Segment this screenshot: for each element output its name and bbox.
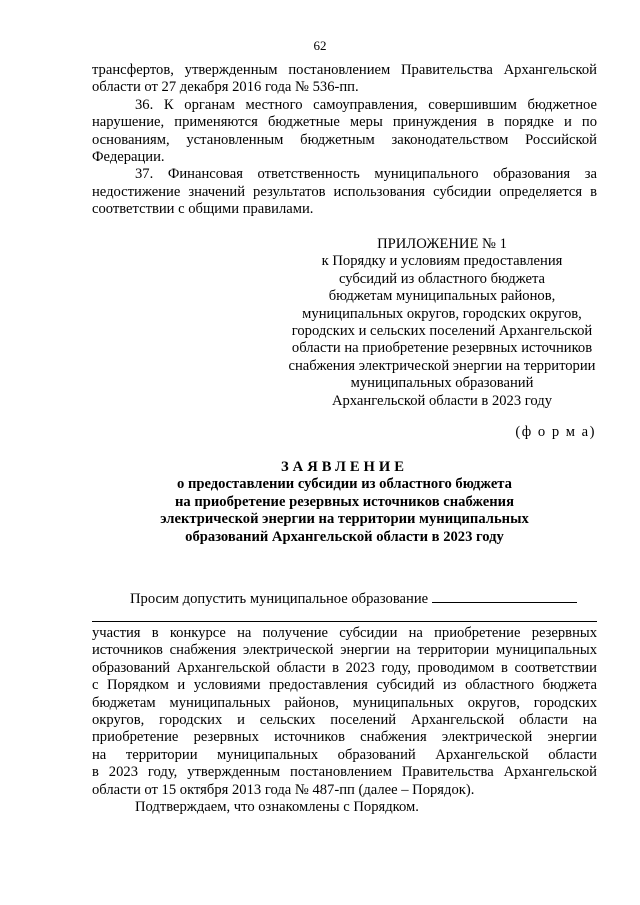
appendix-line: городских и сельских поселений Архангельской: [291, 323, 593, 340]
confirm-paragraph: Подтверждаем, что ознакомлены с Порядком.: [135, 799, 419, 816]
request-line: [130, 588, 577, 608]
statement-heading: ЗАЯВЛЕНИЕ: [280, 459, 408, 475]
body-line: приобретение резервных источников снабжения электрической энергии: [92, 729, 597, 746]
body-line: бюджетам муниципальных районов, муниципальных округов, городских: [92, 694, 597, 711]
statement-title: [92, 459, 597, 546]
municipality-blank-field[interactable]: [432, 588, 577, 603]
statement-subtitle-line: электрической энергии на территории муниципальных: [160, 511, 529, 528]
appendix-header: [262, 236, 622, 410]
statement-subtitle-line: образований Архангельской области в 2023 году: [185, 528, 504, 545]
body-line: области от 15 октября 2013 года № 487-пп (далее – Порядок).: [92, 781, 475, 798]
paragraph-37: 37. Финансовая ответственность муниципального образования за недостижение значений результатов использования субсидии определяется в соответствии с общими правилами.: [92, 166, 597, 218]
appendix-line: субсидий из областного бюджета: [338, 270, 546, 287]
body-line: округов, городских и сельских поселений Архангельской области на: [92, 712, 597, 729]
appendix-title: ПРИЛОЖЕНИЕ № 1: [377, 236, 507, 252]
appendix-line: области на приобретение резервных источников: [291, 340, 593, 357]
statement-subtitle-line: на приобретение резервных источников снабжения: [175, 493, 514, 510]
top-text-block: [92, 62, 597, 219]
appendix-line: к Порядку и условиям предоставления: [321, 253, 563, 270]
body-line: участия в конкурсе на получение субсидии на приобретение резервных: [92, 625, 597, 641]
statement-body: [92, 625, 597, 816]
forma-label: (ф о р м а): [515, 424, 596, 440]
page-number: 62: [313, 38, 327, 53]
request-text: Просим допустить муниципальное образование: [130, 591, 429, 607]
appendix-line: муниципальных образований: [350, 375, 534, 392]
appendix-line: муниципальных округов, городских округов,: [302, 305, 582, 322]
paragraph-continuation: трансфертов, утвержденным постановлением Правительства Архангельской области от 27 декабря 2016 года № 536-пп.: [92, 62, 597, 96]
body-line: на территории муниципальных образований Архангельской области: [92, 746, 597, 763]
appendix-line: бюджетам муниципальных районов,: [328, 288, 556, 305]
body-line: с Порядком и условиями предоставления субсидий из областного бюджета: [92, 677, 597, 694]
appendix-line: Архангельской области в 2023 году: [331, 392, 553, 409]
paragraph-36: 36. К органам местного самоуправления, совершившим бюджетное нарушение, применяются бюджетные меры принуждения в порядке и по основаниям, установленным бюджетным законодательством Российской Федерации.: [92, 96, 597, 166]
municipality-blank-line[interactable]: [92, 621, 597, 622]
statement-subtitle-line: о предоставлении субсидии из областного бюджета: [177, 476, 512, 493]
body-line: образований Архангельской области в 2023 году, проводимом в соответствии: [92, 659, 597, 676]
appendix-line: снабжения электрической энергии на территории: [288, 357, 596, 374]
body-line: источников снабжения электрической энергии на территории муниципальных: [92, 642, 597, 659]
body-line: в 2023 году, утвержденным постановлением Правительства Архангельской: [92, 764, 597, 781]
